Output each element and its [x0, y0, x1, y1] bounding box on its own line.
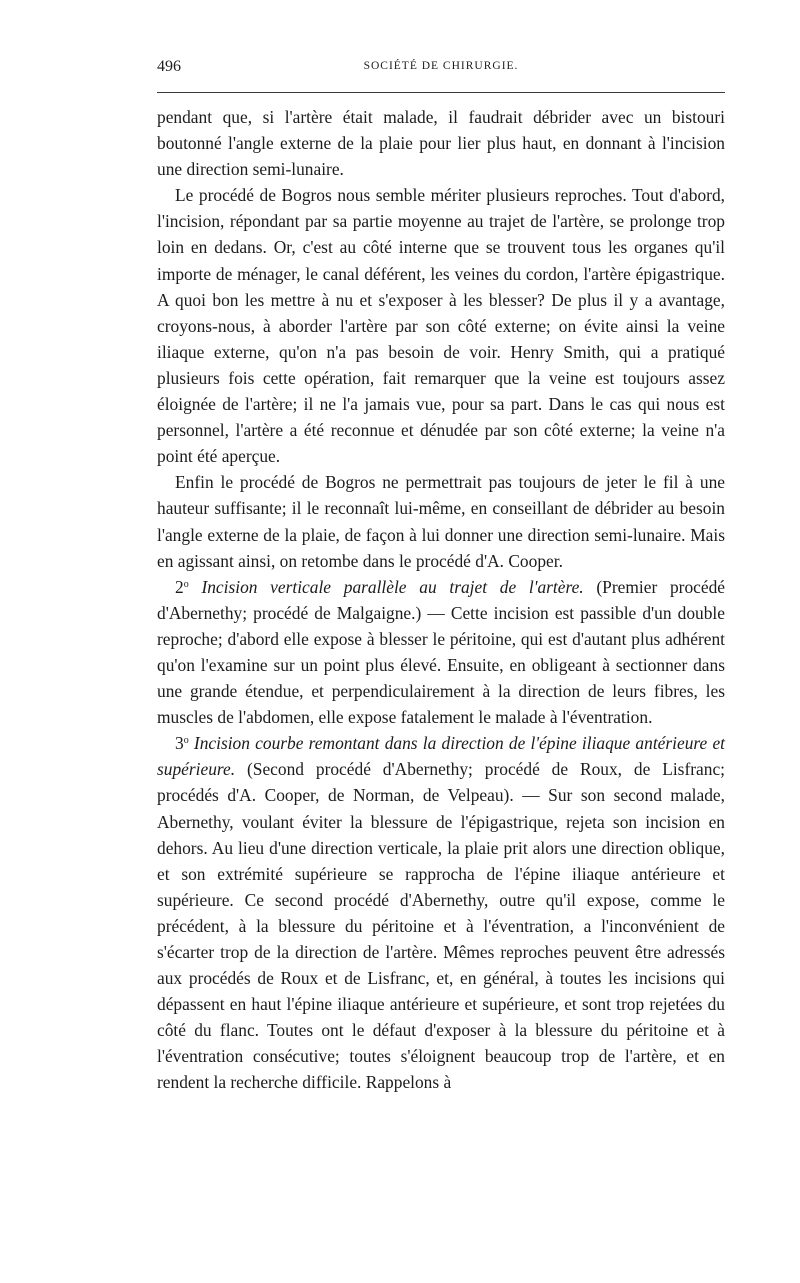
paragraph-3 [157, 469, 725, 573]
section-3-title: Incision courbe remontant dans la direction de l'épine iliaque antérieure et supérieure. [157, 733, 725, 780]
section-2-ordinal: o [183, 578, 189, 590]
section-3-ordinal: o [183, 735, 189, 747]
paragraph-1-text: pendant que, si l'artère était malade, il faudrait débrider avec un bistouri boutonné l'angle externe de la plaie pour lier plus haut, en donnant à l'incision une direction semi-lunaire. [157, 107, 725, 180]
running-title: SOCIÉTÉ DE CHIRURGIE. [363, 60, 519, 72]
section-2-title: Incision verticale parallèle au trajet de l'artère. [201, 576, 584, 597]
body-text [157, 104, 725, 1096]
header-rule [157, 92, 725, 93]
section-3-number: 3 [175, 733, 184, 754]
paragraph-4 [157, 574, 725, 731]
section-2-number: 2 [175, 576, 184, 597]
paragraph-3-text: Enfin le procédé de Bogros ne permettrait pas toujours de jeter le fil à une hauteur suffisante; il le reconnaît lui-même, en conseillant de débrider au besoin l'angle externe de la plaie, de façon à lui donner une direction semi-lunaire. Mais en agissant ainsi, on retombe dans le procédé d'A. Cooper. [157, 472, 725, 571]
paragraph-2 [157, 182, 725, 469]
paragraph-5-text: (Second procédé d'Abernethy; procédé de Roux, de Lisfranc; procédés d'A. Cooper, de Norman, de Velpeau). — Sur son second malade, Abernethy, voulant éviter la blessure de l'épigastrique, rejeta son incision en dehors. Au lieu d'une direction verticale, la plaie prit alors une direction oblique, et son extrémité supérieure se rapprocha de l'épine iliaque antérieure et supérieure. Ce second procédé d'Abernethy, outre qu'il expose, comme le précédent, à la blessure du péritoine et à l'éventration, a l'inconvénient de s'écarter trop de la direction de l'artère. Mêmes reproches peuvent être adressés aux procédés de Roux et de Lisfranc, et, en général, à toutes les incisions qui dépassent en haut l'épine iliaque antérieure et supérieure, et sont trop rejetées du côté du flanc. Toutes ont le défaut d'exposer à la blessure du péritoine et à l'éventration consécutive; toutes s'éloignent beaucoup trop de l'artère, et en rendent la recherche difficile. Rappelons à [157, 759, 725, 1093]
paragraph-2-text: Le procédé de Bogros nous semble mériter plusieurs reproches. Tout d'abord, l'incision, répondant par sa partie moyenne au trajet de l'artère, se prolonge trop loin en dedans. Or, c'est au côté interne que se trouvent tous les organes qu'il importe de ménager, le canal déférent, les veines du cordon, l'artère épigastrique. A quoi bon les mettre à nu et s'exposer à les blesser? De plus il y a avantage, croyons-nous, à aborder l'artère par son côté externe; on évite ainsi la veine iliaque externe, qu'on n'a pas besoin de voir. Henry Smith, qui a pratiqué plusieurs fois cette opération, fait remarquer que la veine est toujours assez éloignée de l'artère; il ne l'a jamais vue, pour sa part. Dans le cas qui nous est personnel, l'artère a été reconnue et dénudée par son côté externe; la veine n'a point été aperçue. [157, 185, 725, 467]
paragraph-4-text: (Premier procédé d'Abernethy; procédé de Malgaigne.) — Cette incision est passible d'un double reproche; d'abord elle expose à blesser le péritoine, qui est d'autant plus adhérent qu'on l'examine sur un point plus élevé. Ensuite, en obligeant à sectionner dans une grande étendue, et perpendiculairement à la direction de leurs fibres, les muscles de l'abdomen, elle expose fatalement le malade à l'éventration. [157, 576, 725, 728]
paragraph-1 [157, 104, 725, 182]
paragraph-5 [157, 730, 725, 1095]
running-head [157, 58, 725, 82]
page-number: 496 [157, 58, 181, 75]
book-page [157, 58, 725, 1096]
